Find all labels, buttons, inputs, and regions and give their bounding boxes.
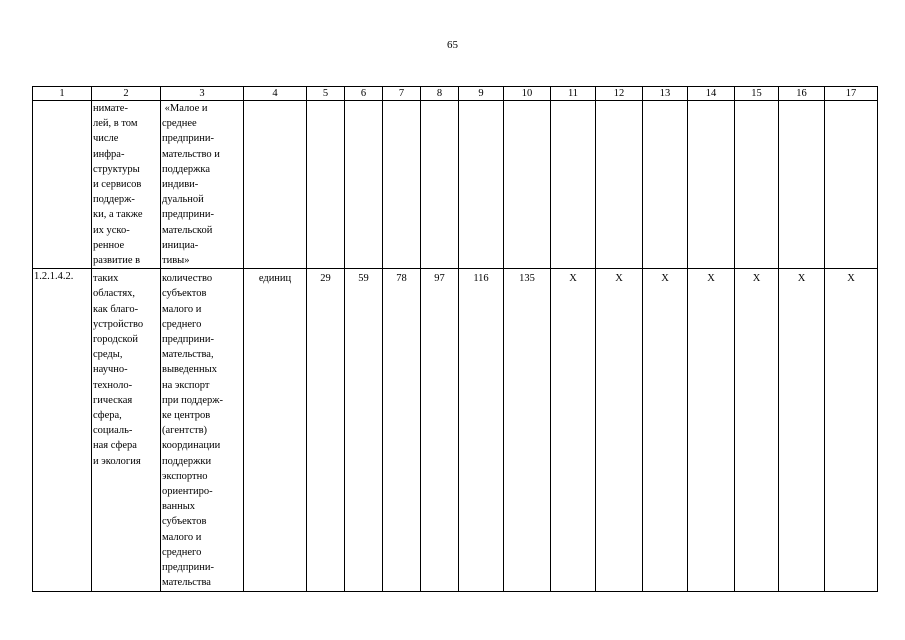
indicator-name: количество субъектов малого и среднего предприни- мательства, выведенных на экспорт при поддерж- ке центров (агентств) координации поддержки экспортно ориентиро- ванных субъектов малого и среднего предприни- мательства bbox=[161, 269, 244, 591]
empty-cell bbox=[551, 101, 596, 269]
empty-cell bbox=[383, 101, 421, 269]
indicator-text-col2: таких областях, как благо- устройство городской среды, научно- техноло- гическая сфера, социаль- ная сфера и экология bbox=[92, 269, 161, 591]
column-header: 15 bbox=[735, 87, 779, 101]
indicator-value: Х bbox=[825, 269, 878, 591]
indicator-value: Х bbox=[779, 269, 825, 591]
indicator-value: 59 bbox=[345, 269, 383, 591]
column-header: 6 bbox=[345, 87, 383, 101]
empty-cell bbox=[735, 101, 779, 269]
indicator-value: Х bbox=[643, 269, 688, 591]
column-header: 7 bbox=[383, 87, 421, 101]
indicator-value: Х bbox=[596, 269, 643, 591]
empty-cell bbox=[33, 101, 92, 269]
empty-cell bbox=[421, 101, 459, 269]
empty-cell bbox=[459, 101, 504, 269]
indicator-value: Х bbox=[735, 269, 779, 591]
empty-cell bbox=[244, 101, 307, 269]
indicator-value: 116 bbox=[459, 269, 504, 591]
indicator-value: 78 bbox=[383, 269, 421, 591]
column-header: 10 bbox=[504, 87, 551, 101]
indicators-table bbox=[32, 86, 878, 592]
column-header: 2 bbox=[92, 87, 161, 101]
empty-cell bbox=[643, 101, 688, 269]
column-header: 11 bbox=[551, 87, 596, 101]
empty-cell bbox=[307, 101, 345, 269]
empty-cell bbox=[504, 101, 551, 269]
continuation-row bbox=[33, 101, 878, 269]
column-header: 8 bbox=[421, 87, 459, 101]
column-number-row bbox=[33, 87, 878, 101]
empty-cell bbox=[825, 101, 878, 269]
indicator-value: 97 bbox=[421, 269, 459, 591]
empty-cell bbox=[779, 101, 825, 269]
indicator-number: 1.2.1.4.2. bbox=[33, 269, 92, 591]
empty-cell bbox=[688, 101, 735, 269]
indicator-row bbox=[33, 269, 878, 591]
column-header: 3 bbox=[161, 87, 244, 101]
column-header: 5 bbox=[307, 87, 345, 101]
column-header: 16 bbox=[779, 87, 825, 101]
indicator-value: 135 bbox=[504, 269, 551, 591]
indicator-value: Х bbox=[551, 269, 596, 591]
column-header: 1 bbox=[33, 87, 92, 101]
indicator-value: Х bbox=[688, 269, 735, 591]
column-header: 9 bbox=[459, 87, 504, 101]
page-number: 65 bbox=[447, 39, 458, 51]
continuation-text-col3: «Малое и среднее предприни- мательство и поддержка индиви- дуальной предприни- мательской инициа- тивы» bbox=[161, 101, 244, 269]
empty-cell bbox=[345, 101, 383, 269]
empty-cell bbox=[596, 101, 643, 269]
column-header: 17 bbox=[825, 87, 878, 101]
indicator-unit: единиц bbox=[244, 269, 307, 591]
indicator-value: 29 bbox=[307, 269, 345, 591]
column-header: 13 bbox=[643, 87, 688, 101]
column-header: 12 bbox=[596, 87, 643, 101]
column-header: 14 bbox=[688, 87, 735, 101]
continuation-text-col2: нимате- лей, в том числе инфра- структуры и сервисов поддерж- ки, а также их уско- ренное развитие в bbox=[92, 101, 161, 269]
column-header: 4 bbox=[244, 87, 307, 101]
